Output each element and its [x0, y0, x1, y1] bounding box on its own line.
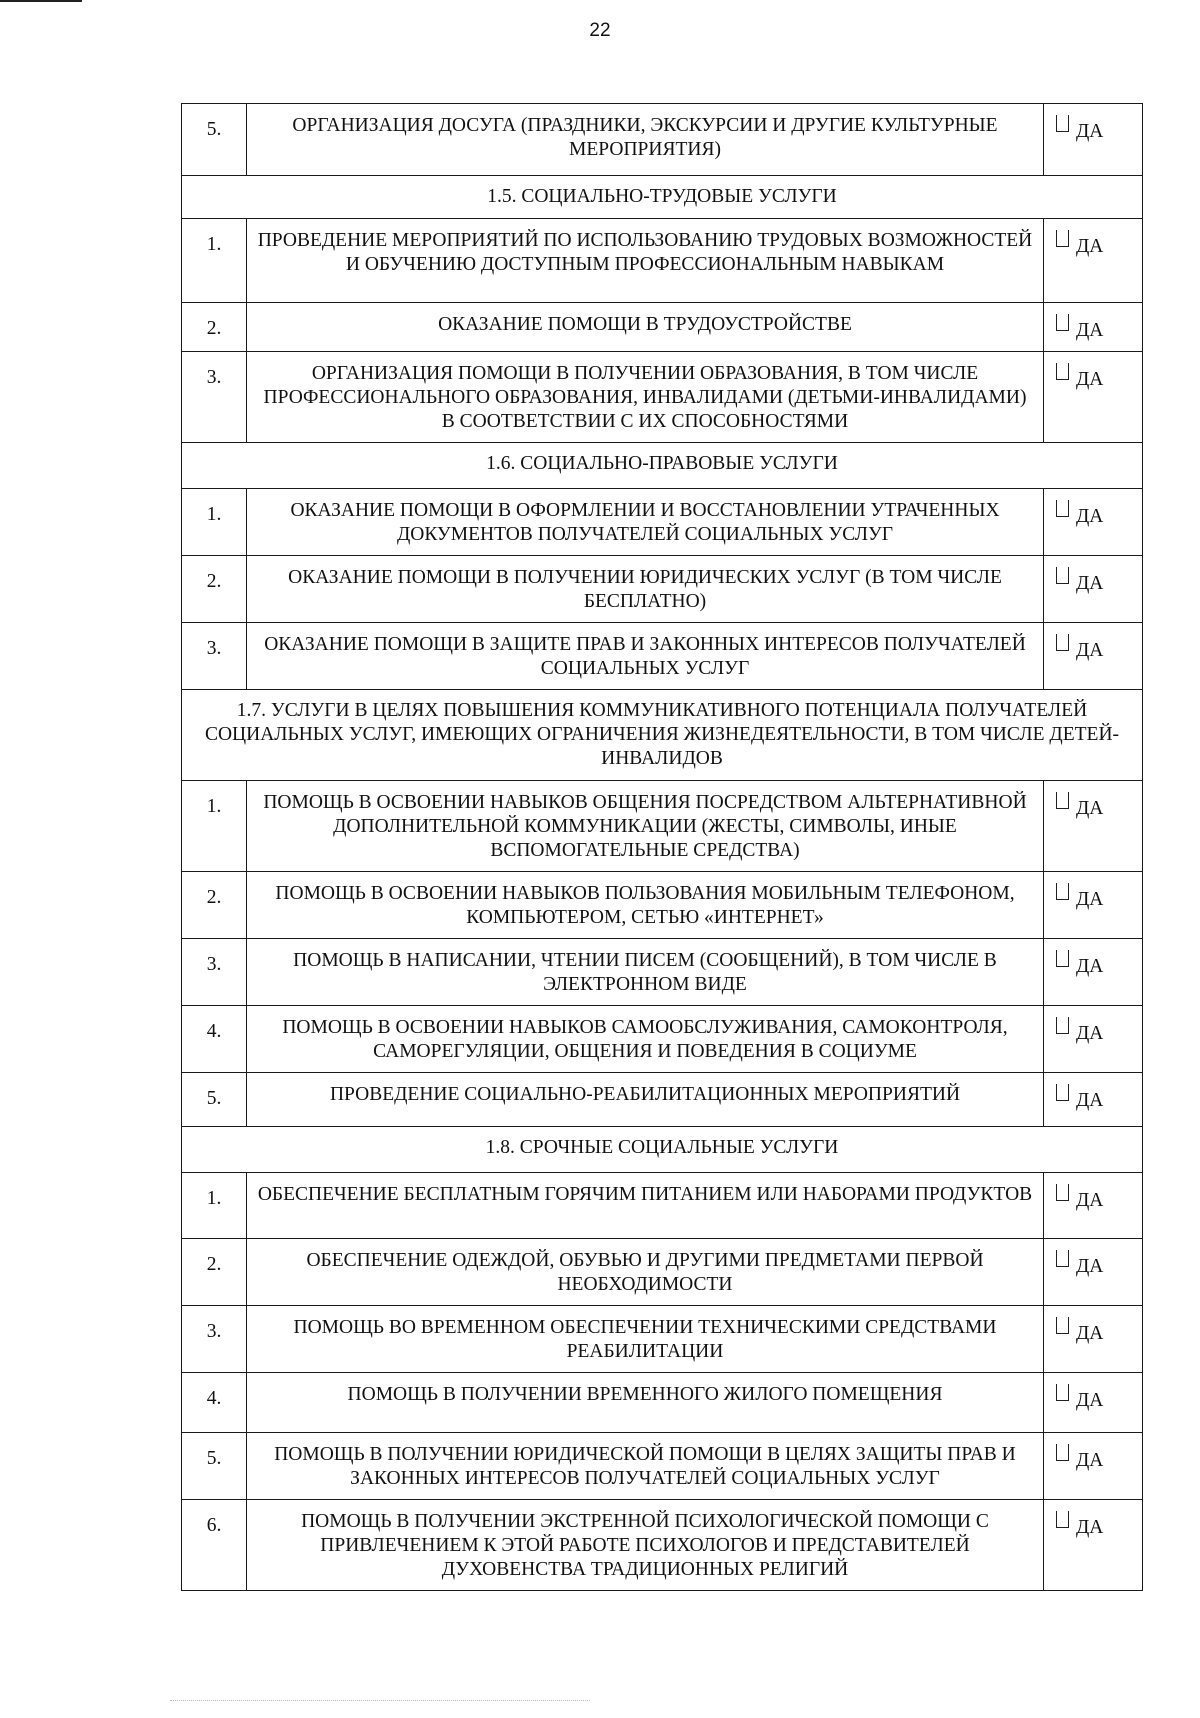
services-table: [181, 103, 1143, 1591]
answer-yes-label: ДА: [1076, 1450, 1104, 1471]
answer-cell: [1044, 556, 1143, 623]
item-number: 2.: [182, 303, 247, 352]
section-header-row: [182, 176, 1143, 219]
answer-cell: [1044, 104, 1143, 176]
checkbox-icon[interactable]: [1056, 883, 1069, 900]
checkbox-icon[interactable]: [1056, 230, 1069, 247]
section-title: 1.6. СОЦИАЛЬНО-ПРАВОВЫЕ УСЛУГИ: [182, 443, 1143, 489]
service-description: ПОМОЩЬ ВО ВРЕМЕННОМ ОБЕСПЕЧЕНИИ ТЕХНИЧЕСКИМИ СРЕДСТВАМИ РЕАБИЛИТАЦИИ: [247, 1306, 1044, 1373]
service-description: ОКАЗАНИЕ ПОМОЩИ В ЗАЩИТЕ ПРАВ И ЗАКОННЫХ ИНТЕРЕСОВ ПОЛУЧАТЕЛЕЙ СОЦИАЛЬНЫХ УСЛУГ: [247, 623, 1044, 690]
answer-cell: [1044, 1173, 1143, 1239]
service-description: ПОМОЩЬ В ПОЛУЧЕНИИ ВРЕМЕННОГО ЖИЛОГО ПОМЕЩЕНИЯ: [247, 1373, 1044, 1433]
service-row: [182, 1073, 1143, 1127]
service-row: [182, 104, 1143, 176]
checkbox-icon[interactable]: [1056, 567, 1069, 584]
item-number: 1.: [182, 219, 247, 303]
answer-yes-label: ДА: [1076, 1090, 1104, 1111]
answer-cell: [1044, 1073, 1143, 1127]
answer-cell: [1044, 219, 1143, 303]
answer-cell: [1044, 872, 1143, 939]
service-row: [182, 1239, 1143, 1306]
item-number: 5.: [182, 1433, 247, 1500]
answer-cell: [1044, 352, 1143, 443]
answer-yes-label: ДА: [1076, 798, 1104, 819]
answer-yes-label: ДА: [1076, 369, 1104, 390]
item-number: 4.: [182, 1373, 247, 1433]
service-row: [182, 219, 1143, 303]
checkbox-icon[interactable]: [1056, 1444, 1069, 1461]
service-row: [182, 1500, 1143, 1591]
checkbox-icon[interactable]: [1056, 792, 1069, 809]
service-description: ОБЕСПЕЧЕНИЕ ОДЕЖДОЙ, ОБУВЬЮ И ДРУГИМИ ПРЕДМЕТАМИ ПЕРВОЙ НЕОБХОДИМОСТИ: [247, 1239, 1044, 1306]
service-description: ОБЕСПЕЧЕНИЕ БЕСПЛАТНЫМ ГОРЯЧИМ ПИТАНИЕМ ИЛИ НАБОРАМИ ПРОДУКТОВ: [247, 1173, 1044, 1239]
item-number: 3.: [182, 623, 247, 690]
section-header-row: [182, 443, 1143, 489]
checkbox-icon[interactable]: [1056, 1084, 1069, 1101]
answer-cell: [1044, 303, 1143, 352]
item-number: 2.: [182, 1239, 247, 1306]
section-header-row: [182, 1127, 1143, 1173]
service-row: [182, 1373, 1143, 1433]
services-table-body: [182, 104, 1143, 1591]
answer-yes-label: ДА: [1076, 1323, 1104, 1344]
service-description: ОРГАНИЗАЦИЯ ПОМОЩИ В ПОЛУЧЕНИИ ОБРАЗОВАНИЯ, В ТОМ ЧИСЛЕ ПРОФЕССИОНАЛЬНОГО ОБРАЗОВАНИЯ, ИНВАЛИДАМИ (ДЕТЬМИ-ИНВАЛИДАМИ) В СООТВЕТСТВИИ С ИХ СПОСОБНОСТЯМИ: [247, 352, 1044, 443]
answer-yes-label: ДА: [1076, 889, 1104, 910]
answer-yes-label: ДА: [1076, 236, 1104, 257]
service-row: [182, 303, 1143, 352]
checkbox-icon[interactable]: [1056, 1511, 1069, 1528]
answer-cell: [1044, 939, 1143, 1006]
item-number: 1.: [182, 1173, 247, 1239]
section-title: 1.8. СРОЧНЫЕ СОЦИАЛЬНЫЕ УСЛУГИ: [182, 1127, 1143, 1173]
service-description: ОРГАНИЗАЦИЯ ДОСУГА (ПРАЗДНИКИ, ЭКСКУРСИИ И ДРУГИЕ КУЛЬТУРНЫЕ МЕРОПРИЯТИЯ): [247, 104, 1044, 176]
answer-yes-label: ДА: [1076, 121, 1104, 142]
answer-yes-label: ДА: [1076, 506, 1104, 527]
item-number: 5.: [182, 1073, 247, 1127]
checkbox-icon[interactable]: [1056, 314, 1069, 331]
answer-cell: [1044, 781, 1143, 872]
checkbox-icon[interactable]: [1056, 1184, 1069, 1201]
checkbox-icon[interactable]: [1056, 1017, 1069, 1034]
answer-yes-label: ДА: [1076, 1023, 1104, 1044]
item-number: 3.: [182, 939, 247, 1006]
service-row: [182, 939, 1143, 1006]
service-description: ПОМОЩЬ В ПОЛУЧЕНИИ ЮРИДИЧЕСКОЙ ПОМОЩИ В ЦЕЛЯХ ЗАЩИТЫ ПРАВ И ЗАКОННЫХ ИНТЕРЕСОВ ПОЛУЧАТЕЛЕЙ СОЦИАЛЬНЫХ УСЛУГ: [247, 1433, 1044, 1500]
checkbox-icon[interactable]: [1056, 950, 1069, 967]
service-description: ПОМОЩЬ В ОСВОЕНИИ НАВЫКОВ ОБЩЕНИЯ ПОСРЕДСТВОМ АЛЬТЕРНАТИВНОЙ ДОПОЛНИТЕЛЬНОЙ КОММУНИКАЦИИ (ЖЕСТЫ, СИМВОЛЫ, ИНЫЕ ВСПОМОГАТЕЛЬНЫЕ СРЕДСТВА): [247, 781, 1044, 872]
service-row: [182, 489, 1143, 556]
service-description: ПОМОЩЬ В ОСВОЕНИИ НАВЫКОВ САМООБСЛУЖИВАНИЯ, САМОКОНТРОЛЯ, САМОРЕГУЛЯЦИИ, ОБЩЕНИЯ И ПОВЕДЕНИЯ В СОЦИУМЕ: [247, 1006, 1044, 1073]
section-title: 1.7. УСЛУГИ В ЦЕЛЯХ ПОВЫШЕНИЯ КОММУНИКАТИВНОГО ПОТЕНЦИАЛА ПОЛУЧАТЕЛЕЙ СОЦИАЛЬНЫХ УСЛУГ, ИМЕЮЩИХ ОГРАНИЧЕНИЯ ЖИЗНЕДЕЯТЕЛЬНОСТИ, В ТОМ ЧИСЛЕ ДЕТЕЙ-ИНВАЛИДОВ: [182, 690, 1143, 781]
answer-cell: [1044, 1433, 1143, 1500]
service-row: [182, 1006, 1143, 1073]
service-description: ПРОВЕДЕНИЕ МЕРОПРИЯТИЙ ПО ИСПОЛЬЗОВАНИЮ ТРУДОВЫХ ВОЗМОЖНОСТЕЙ И ОБУЧЕНИЮ ДОСТУПНЫМ ПРОФЕССИОНАЛЬНЫМ НАВЫКАМ: [247, 219, 1044, 303]
checkbox-icon[interactable]: [1056, 115, 1069, 132]
item-number: 1.: [182, 489, 247, 556]
item-number: 2.: [182, 872, 247, 939]
checkbox-icon[interactable]: [1056, 634, 1069, 651]
service-description: ОКАЗАНИЕ ПОМОЩИ В ПОЛУЧЕНИИ ЮРИДИЧЕСКИХ УСЛУГ (В ТОМ ЧИСЛЕ БЕСПЛАТНО): [247, 556, 1044, 623]
service-description: ПОМОЩЬ В ПОЛУЧЕНИИ ЭКСТРЕННОЙ ПСИХОЛОГИЧЕСКОЙ ПОМОЩИ С ПРИВЛЕЧЕНИЕМ К ЭТОЙ РАБОТЕ ПСИХОЛОГОВ И ПРЕДСТАВИТЕЛЕЙ ДУХОВЕНСТВА ТРАДИЦИОННЫХ РЕЛИГИЙ: [247, 1500, 1044, 1591]
item-number: 3.: [182, 352, 247, 443]
answer-yes-label: ДА: [1076, 1517, 1104, 1538]
checkbox-icon[interactable]: [1056, 363, 1069, 380]
section-header-row: [182, 690, 1143, 781]
item-number: 4.: [182, 1006, 247, 1073]
answer-cell: [1044, 1306, 1143, 1373]
item-number: 5.: [182, 104, 247, 176]
answer-yes-label: ДА: [1076, 1190, 1104, 1211]
service-description: ОКАЗАНИЕ ПОМОЩИ В ОФОРМЛЕНИИ И ВОССТАНОВЛЕНИИ УТРАЧЕННЫХ ДОКУМЕНТОВ ПОЛУЧАТЕЛЕЙ СОЦИАЛЬНЫХ УСЛУГ: [247, 489, 1044, 556]
page-number: 22: [589, 20, 611, 41]
answer-cell: [1044, 623, 1143, 690]
service-row: [182, 1306, 1143, 1373]
item-number: 2.: [182, 556, 247, 623]
checkbox-icon[interactable]: [1056, 1317, 1069, 1334]
answer-cell: [1044, 1373, 1143, 1433]
answer-yes-label: ДА: [1076, 320, 1104, 341]
answer-yes-label: ДА: [1076, 956, 1104, 977]
service-row: [182, 781, 1143, 872]
service-description: ПОМОЩЬ В НАПИСАНИИ, ЧТЕНИИ ПИСЕМ (СООБЩЕНИЙ), В ТОМ ЧИСЛЕ В ЭЛЕКТРОННОМ ВИДЕ: [247, 939, 1044, 1006]
service-description: ПОМОЩЬ В ОСВОЕНИИ НАВЫКОВ ПОЛЬЗОВАНИЯ МОБИЛЬНЫМ ТЕЛЕФОНОМ, КОМПЬЮТЕРОМ, СЕТЬЮ «ИНТЕРНЕТ»: [247, 872, 1044, 939]
service-row: [182, 1433, 1143, 1500]
answer-yes-label: ДА: [1076, 1256, 1104, 1277]
checkbox-icon[interactable]: [1056, 1384, 1069, 1401]
answer-cell: [1044, 1239, 1143, 1306]
answer-yes-label: ДА: [1076, 1390, 1104, 1411]
service-row: [182, 623, 1143, 690]
service-description: ПРОВЕДЕНИЕ СОЦИАЛЬНО-РЕАБИЛИТАЦИОННЫХ МЕРОПРИЯТИЙ: [247, 1073, 1044, 1127]
answer-yes-label: ДА: [1076, 640, 1104, 661]
scan-artifact-line: [170, 1700, 590, 1702]
service-row: [182, 1173, 1143, 1239]
service-description: ОКАЗАНИЕ ПОМОЩИ В ТРУДОУСТРОЙСТВЕ: [247, 303, 1044, 352]
section-title: 1.5. СОЦИАЛЬНО-ТРУДОВЫЕ УСЛУГИ: [182, 176, 1143, 219]
service-row: [182, 556, 1143, 623]
checkbox-icon[interactable]: [1056, 1250, 1069, 1267]
service-row: [182, 872, 1143, 939]
item-number: 1.: [182, 781, 247, 872]
answer-yes-label: ДА: [1076, 573, 1104, 594]
checkbox-icon[interactable]: [1056, 500, 1069, 517]
answer-cell: [1044, 1500, 1143, 1591]
service-row: [182, 352, 1143, 443]
answer-cell: [1044, 1006, 1143, 1073]
item-number: 6.: [182, 1500, 247, 1591]
corner-scan-mark: [0, 0, 82, 2]
answer-cell: [1044, 489, 1143, 556]
item-number: 3.: [182, 1306, 247, 1373]
